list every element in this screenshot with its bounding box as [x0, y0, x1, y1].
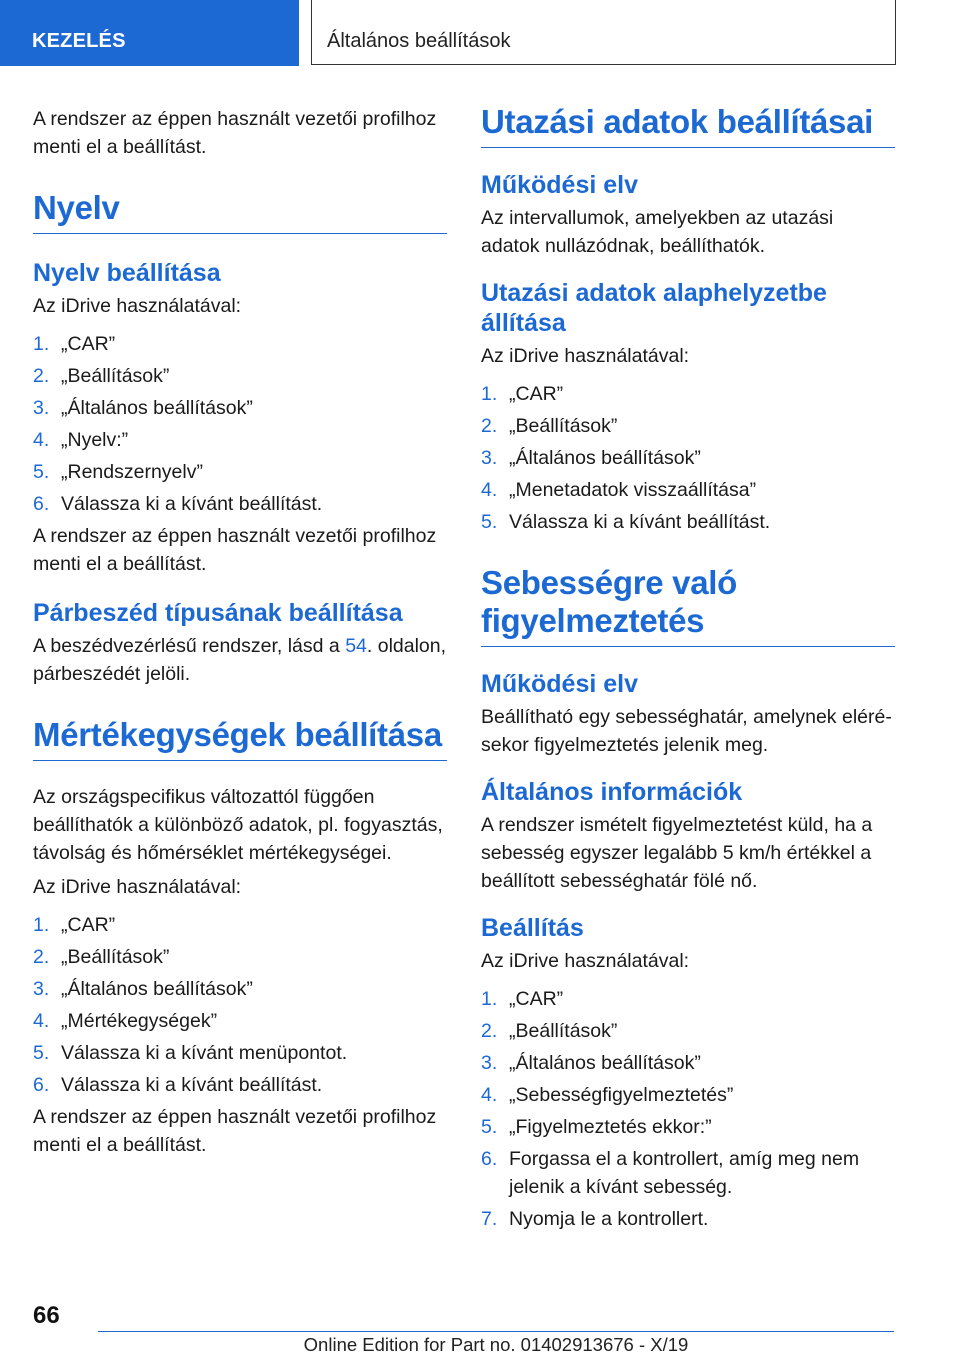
list-item: 5. „Figyelmeztetés ekkor:” — [481, 1116, 712, 1138]
subheading-beallitas: Beállítás — [481, 914, 584, 942]
mertek-body: Az országspecifikus változattól függően beállíthatók a különböző adatok, pl. fogyasztás, távolság és hőmérséklet mértékegységei. — [33, 786, 443, 864]
footer-divider — [98, 1331, 894, 1332]
left-column — [33, 100, 447, 1159]
subheading-altalanos-informaciok: Általános információk — [481, 778, 743, 806]
list-item: 5. Válassza ki a kívánt menüpontot. — [33, 1042, 348, 1064]
list-item: 2. „Beállítások” — [33, 946, 170, 968]
list-item: 6. Válassza ki a kívánt beállítást. — [33, 1074, 323, 1096]
mertek-steps — [33, 911, 447, 1099]
list-item: 4. „Sebességfigyelmeztetés” — [481, 1084, 734, 1106]
list-item: 3. „Általános beállítások” — [33, 978, 253, 1000]
utazasi-steps — [481, 380, 895, 536]
utazasi-body: Az intervallumok, amelyekben az utazási adatok nullázódnak, beállíthatók. — [481, 207, 834, 257]
list-item: 1. „CAR” — [481, 383, 564, 405]
page-number: 66 — [33, 1302, 60, 1329]
list-item: 3. „Általános beállítások” — [481, 1052, 701, 1074]
list-item: 1. „CAR” — [481, 988, 564, 1010]
list-item: 6. Válassza ki a kívánt beállítást. — [33, 493, 323, 515]
list-item: 4. „Mértékegységek” — [33, 1010, 218, 1032]
list-item: 4. „Menetadatok visszaállítása” — [481, 479, 757, 501]
subheading-nyelv-beallitasa: Nyelv beállítása — [33, 259, 221, 287]
list-item: 2. „Beállítások” — [33, 365, 170, 387]
list-item: 2. „Beállítások” — [481, 415, 618, 437]
list-item: 6. Forgassa el a kontrollert, amíg meg nem jelenik a kívánt sebesség. — [481, 1148, 860, 1198]
page-link[interactable]: 54 — [345, 635, 367, 657]
list-item: 3. „Általános beállítások” — [33, 397, 253, 419]
subheading-alaphelyzet: Utazási adatok alaphelyzetbe állítása — [481, 279, 827, 337]
sebesseg-steps — [481, 985, 895, 1233]
sebesseg-info: A rendszer ismételt figyelmeztetést küld, ha a sebesség egyszer legalább 5 km/h értékkel a beállított sebességhatár fölé nő. — [481, 814, 873, 892]
heading-mertekegysegek: Mértékegységek beállítása — [33, 716, 447, 761]
list-item: 7. Nyomja le a kontrollert. — [481, 1208, 709, 1230]
mertek-outro: A rendszer az éppen használt vezetői profilhoz menti el a beállítást. — [33, 1106, 437, 1156]
sebesseg-lead: Az iDrive használatával: — [481, 950, 690, 972]
nyelv-steps — [33, 330, 447, 518]
heading-sebessegre-figyelmeztetes: Sebességre való figyelmeztetés — [481, 564, 895, 647]
mertek-lead: Az iDrive használatával: — [33, 876, 242, 898]
subheading-mukodesi-elv: Működési elv — [481, 171, 638, 199]
list-item: 5. „Rendszernyelv” — [33, 461, 203, 483]
section-tab: KEZELÉS — [0, 0, 299, 66]
nyelv-lead: Az iDrive használatával: — [33, 295, 242, 317]
subheading-mukodesi-elv-2: Működési elv — [481, 670, 638, 698]
page-header — [0, 0, 960, 66]
list-item: 3. „Általános beállítások” — [481, 447, 701, 469]
sebesseg-body: Beállítható egy sebességhatár, amelynek elérésekor figyelmeztetés jelenik meg. — [481, 706, 892, 756]
intro-paragraph: A rendszer az éppen használt vezetői profilhoz menti el a beállítást. — [33, 108, 437, 158]
utazasi-lead: Az iDrive használatával: — [481, 345, 690, 367]
list-item: 5. Válassza ki a kívánt beállítást. — [481, 511, 771, 533]
heading-utazasi-adatok: Utazási adatok beállításai — [481, 103, 895, 148]
list-item: 2. „Beállítások” — [481, 1020, 618, 1042]
list-item: 1. „CAR” — [33, 914, 116, 936]
right-column — [481, 100, 895, 1233]
nyelv-outro: A rendszer az éppen használt vezetői profilhoz menti el a beállítást. — [33, 525, 437, 575]
footer-edition: Online Edition for Part no. 01402913676 - X/19 — [303, 1334, 689, 1355]
chapter-title: Általános beállítások — [311, 0, 896, 65]
parbeszed-text: A beszédvezérlésű rendszer, lásd a 54. oldalon, párbeszédét jelöli. — [33, 635, 447, 685]
list-item: 4. „Nyelv:” — [33, 429, 129, 451]
list-item: 1. „CAR” — [33, 333, 116, 355]
subheading-parbeszed: Párbeszéd típusának beállítása — [33, 599, 403, 627]
heading-nyelv: Nyelv — [33, 189, 447, 234]
